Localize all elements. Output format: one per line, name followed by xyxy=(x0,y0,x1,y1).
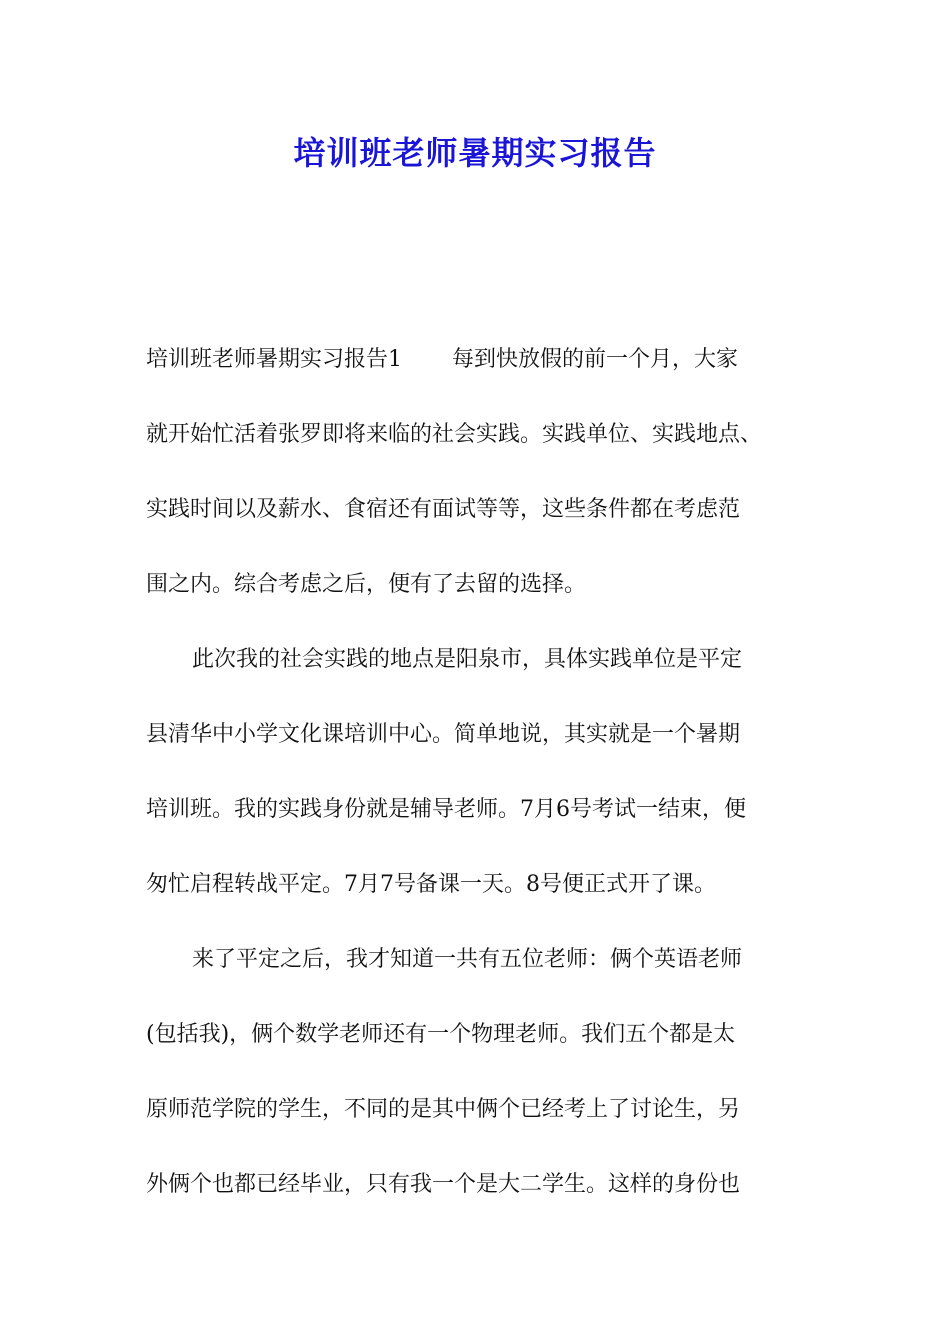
paragraph-text: 每到快放假的前一个月，大家 xyxy=(452,347,739,372)
text-line: 培训班。我的实践身份就是辅导老师。7月6号考试一结束，便 xyxy=(146,797,746,822)
text-line: 围之内。综合考虑之后，便有了去留的选择。 xyxy=(146,572,587,597)
text-line: 就开始忙活着张罗即将来临的社会实践。实践单位、实践地点、 xyxy=(146,422,763,447)
text-line xyxy=(146,340,826,415)
document-body xyxy=(146,340,826,1240)
text-line: 原师范学院的学生，不同的是其中俩个已经考上了讨论生，另 xyxy=(146,1097,741,1122)
text-line: 匆忙启程转战平定。7月7号备课一天。8号便正式开了课。 xyxy=(146,872,716,897)
report-heading: 培训班老师暑期实习报告1 xyxy=(146,347,402,372)
text-line: 来了平定之后，我才知道一共有五位老师：俩个英语老师 xyxy=(192,947,743,972)
text-line: 实践时间以及薪水、食宿还有面试等等，这些条件都在考虑范 xyxy=(146,497,741,522)
document-title: 培训班老师暑期实习报告 xyxy=(293,134,657,172)
text-line: (包括我)，俩个数学老师还有一个物理老师。我们五个都是太 xyxy=(146,1022,736,1047)
text-line: 县清华中小学文化课培训中心。简单地说，其实就是一个暑期 xyxy=(146,722,741,747)
text-line: 此次我的社会实践的地点是阳泉市，具体实践单位是平定 xyxy=(192,647,743,672)
text-line: 外俩个也都已经毕业，只有我一个是大二学生。这样的身份也 xyxy=(146,1172,741,1197)
